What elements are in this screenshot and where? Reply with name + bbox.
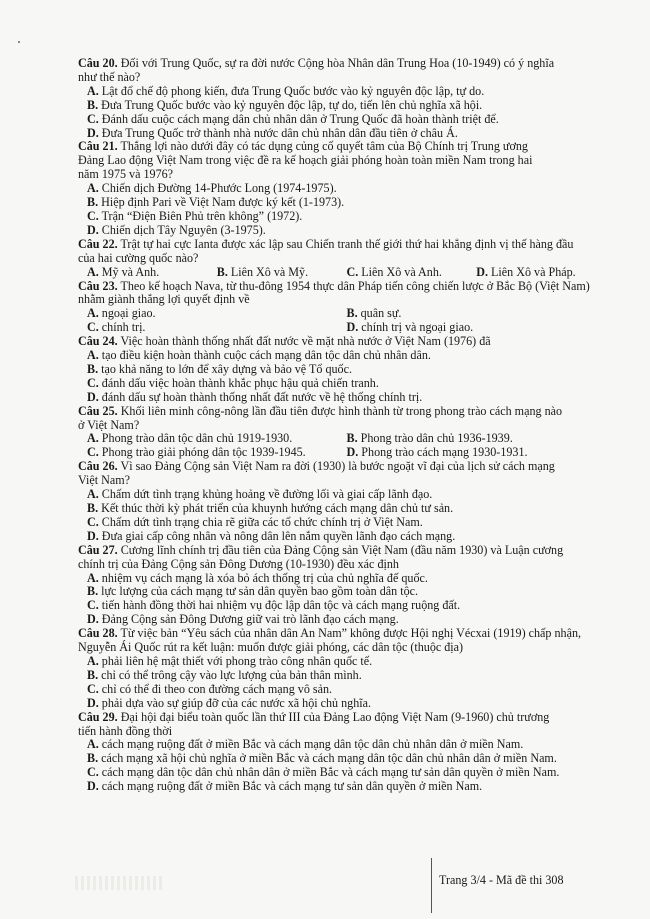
option-text: Chiến dịch Đường 14-Phước Long (1974-1975). [101, 181, 337, 196]
option-text: chỉ có thể đi theo con đường cách mạng vô sản. [101, 681, 333, 696]
option-letter: D. [346, 445, 359, 460]
question-text: Đảng Lao động Việt Nam trong việc đề ra kế hoạch giải phóng hoàn toàn miền Nam trong hai [78, 153, 533, 168]
answer-option [78, 113, 606, 127]
option-letter: B. [346, 306, 358, 321]
option-text: Đưa Trung Quốc trở thành nhà nước dân chủ nhân dân đầu tiên ở châu Á. [101, 125, 458, 140]
option-text: đánh dấu việc hoàn thành khắc phục hậu quả chiến tranh. [101, 375, 379, 390]
option-text: cách mạng ruộng đất ở miền Bắc và cách mạng tư sản dân quyền ở miền Nam. [101, 779, 483, 794]
option-text: Liên Xô và Pháp. [491, 264, 576, 279]
question-text: Trật tự hai cực Ianta được xác lập sau Chiến tranh thế giới thứ hai khẳng định vị thế hàng đầu [120, 236, 574, 251]
question-number: Câu 27. [78, 542, 118, 557]
option-letter: C. [87, 598, 99, 613]
answer-option [78, 99, 606, 113]
question-stem-line [78, 71, 606, 85]
option-letter: D. [87, 612, 99, 627]
answer-option [78, 780, 606, 794]
question-number: Câu 26. [78, 459, 118, 474]
answer-option [78, 127, 606, 141]
question-text: Việc hoàn thành thống nhất đất nước về mặt nhà nước ở Việt Nam (1976) đã [120, 334, 491, 349]
option-letter: B. [87, 667, 99, 682]
answer-option [78, 613, 606, 627]
question-text: tiến hành đồng thời [78, 723, 173, 738]
answer-option [347, 321, 607, 335]
question-number: Câu 25. [78, 403, 118, 418]
option-text: phải liên hệ mật thiết với phong trào công nhân quốc tế. [101, 653, 373, 668]
option-text: Liên Xô và Mỹ. [230, 264, 309, 279]
question-block [78, 335, 606, 405]
question-block [78, 405, 606, 461]
option-text: chính trị. [101, 320, 146, 335]
answer-option [347, 266, 477, 280]
option-text: chỉ có thể trông cậy vào lực lượng của bản thân mình. [101, 667, 362, 682]
option-letter: C. [87, 320, 99, 335]
option-letter: A. [87, 83, 99, 98]
option-text: Đưa Trung Quốc bước vào kỷ nguyên độc lập, tự do, tiến lên chủ nghĩa xã hội. [101, 97, 483, 112]
answer-option [78, 766, 606, 780]
option-letter: B. [87, 584, 99, 599]
answer-option [78, 391, 606, 405]
answer-option [78, 738, 606, 752]
question-text: Khối liên minh công-nông lần đầu tiên được hình thành từ trong phong trào cách mạng nào [120, 403, 563, 418]
option-letter: A. [87, 487, 99, 502]
question-text: Đối với Trung Quốc, sự ra đời nước Cộng hòa Nhân dân Trung Hoa (10-1949) có ý nghĩa [120, 56, 555, 70]
answer-option-row [78, 432, 606, 446]
question-stem-line [78, 474, 606, 488]
answer-option-row [78, 446, 606, 460]
option-text: chính trị và ngoại giao. [361, 320, 474, 335]
question-block [78, 460, 606, 543]
question-number: Câu 28. [78, 626, 118, 641]
answer-option [78, 599, 606, 613]
page-footer: Trang 3/4 - Mã đề thi 308 [439, 873, 564, 887]
answer-option [347, 307, 607, 321]
question-text: Theo kế hoạch Nava, từ thu-đông 1954 thực dân Pháp tiến công chiến lược ở Bắc Bộ (Việt Nam) [120, 278, 590, 293]
option-letter: C. [87, 111, 99, 126]
option-letter: C. [87, 765, 99, 780]
option-text: Lật đổ chế độ phong kiến, đưa Trung Quốc bước vào kỷ nguyên độc lập, tự do. [101, 83, 485, 98]
question-block [78, 711, 606, 794]
option-text: Phong trào cách mạng 1930-1931. [361, 445, 528, 460]
question-text: Cương lĩnh chính trị đầu tiên của Đảng Cộng sản Việt Nam (đầu năm 1930) và Luận cương [120, 542, 564, 557]
option-text: tạo điều kiện hoàn thành cuộc cách mạng dân tộc dân chủ nhân dân. [101, 348, 431, 363]
option-text: cách mạng ruộng đất ở miền Bắc và cách mạng dân tộc dân chủ nhân dân ở miền Nam. [101, 737, 524, 752]
question-stem-line [78, 238, 606, 252]
question-stem-line [78, 168, 606, 182]
option-letter: B. [346, 431, 358, 446]
option-letter: C. [87, 445, 99, 460]
option-letter: B. [216, 264, 228, 279]
option-text: Trận “Điện Biên Phủ trên không” (1972). [101, 208, 303, 223]
question-stem-line [78, 154, 606, 168]
question-stem-line [78, 711, 606, 725]
question-text: của hai cường quốc nào? [78, 250, 199, 265]
question-text: Thắng lợi nào dưới đây có tác dụng củng cố quyết tâm của Bộ Chính trị Trung ương [120, 139, 528, 154]
question-stem-line [78, 558, 606, 572]
option-letter: A. [87, 737, 99, 752]
footer-divider [431, 858, 432, 913]
option-letter: B. [87, 97, 99, 112]
question-stem-line [78, 641, 606, 655]
question-number: Câu 24. [78, 334, 118, 349]
option-text: Đảng Cộng sản Đông Dương giữ vai trò lãnh đạo cách mạng. [101, 612, 399, 627]
question-stem-line [78, 460, 606, 474]
answer-option [347, 432, 607, 446]
option-letter: D. [87, 389, 99, 404]
answer-option [78, 349, 606, 363]
question-number: Câu 29. [78, 709, 118, 724]
answer-option [78, 502, 606, 516]
scan-speck [18, 41, 20, 43]
answer-option [347, 446, 607, 460]
question-text: nhằm giành thắng lợi quyết định về [78, 292, 250, 307]
option-text: ngoại giao. [101, 306, 156, 321]
answer-option [78, 572, 606, 586]
question-stem-line [78, 293, 606, 307]
option-letter: A. [87, 431, 99, 446]
option-letter: D. [87, 125, 99, 140]
question-stem-line [78, 419, 606, 433]
question-stem-line [78, 544, 606, 558]
answer-option [78, 224, 606, 238]
option-text: cách mạng dân tộc dân chủ nhân dân ở miền Bắc và cách mạng tư sản dân quyền ở miền Nam. [101, 765, 560, 780]
option-letter: B. [87, 751, 99, 766]
option-text: Đánh dấu cuộc cách mạng dân chủ nhân dân ở Trung Quốc đã hoàn thành triệt để. [101, 111, 499, 126]
answer-option [78, 196, 606, 210]
option-letter: B. [87, 361, 99, 376]
answer-option [78, 752, 606, 766]
answer-option [87, 446, 347, 460]
question-text: chính trị của Đảng Cộng sản Đông Dương (10-1930) đều xác định [78, 556, 399, 571]
question-block [78, 140, 606, 237]
option-letter: B. [87, 501, 99, 515]
option-text: tiến hành đồng thời hai nhiệm vụ độc lập dân tộc và cách mạng ruộng đất. [101, 598, 461, 613]
answer-option-row [78, 321, 606, 335]
answer-option [78, 363, 606, 377]
option-letter: A. [87, 653, 99, 668]
question-text: Đại hội đại biểu toàn quốc lần thứ III của Đảng Lao động Việt Nam (9-1960) chủ trương [120, 709, 550, 724]
option-letter: B. [87, 195, 99, 210]
option-text: Đưa giai cấp công nhân và nông dân lên nắm quyền lãnh đạo cách mạng. [101, 528, 456, 543]
option-letter: A. [87, 181, 99, 196]
question-number: Câu 20. [78, 56, 118, 70]
question-text: ở Việt Nam? [78, 417, 140, 432]
option-letter: C. [87, 514, 99, 529]
option-letter: D. [87, 695, 99, 710]
question-stem-line [78, 405, 606, 419]
option-text: cách mạng xã hội chủ nghĩa ở miền Bắc và cách mạng dân tộc dân chủ nhân dân ở miền Nam. [101, 751, 557, 766]
option-letter: A. [87, 570, 99, 585]
answer-option [87, 432, 347, 446]
option-letter: C. [87, 375, 99, 390]
question-block [78, 544, 606, 627]
answer-option [87, 266, 217, 280]
option-text: Mỹ và Anh. [101, 264, 160, 279]
question-stem-line [78, 280, 606, 294]
answer-option [78, 585, 606, 599]
option-letter: C. [346, 264, 359, 279]
question-block [78, 627, 606, 710]
question-text: năm 1975 và 1976? [78, 167, 174, 182]
option-text: quân sự. [360, 306, 402, 321]
answer-option [78, 377, 606, 391]
answer-option [78, 655, 606, 669]
question-block [78, 57, 606, 140]
question-stem-line [78, 57, 606, 71]
question-stem-line [78, 627, 606, 641]
question-stem-line [78, 140, 606, 154]
question-number: Câu 22. [78, 236, 118, 251]
question-block [78, 238, 606, 280]
question-block [78, 280, 606, 336]
question-text: Vì sao Đảng Cộng sản Việt Nam ra đời (1930) là bước ngoặt vĩ đại của lịch sử cách mạng [120, 459, 555, 474]
faded-handwriting [75, 876, 165, 890]
option-letter: D. [476, 264, 489, 279]
answer-option [476, 266, 606, 280]
option-text: Chấm dứt tình trạng khủng hoảng về đường lối và giai cấp lãnh đạo. [101, 487, 433, 502]
question-text: như thế nào? [78, 69, 141, 84]
answer-option-row [78, 266, 606, 280]
option-letter: D. [87, 222, 99, 237]
answer-option [78, 182, 606, 196]
answer-option [78, 530, 606, 544]
option-letter: C. [87, 208, 99, 223]
answer-option [78, 697, 606, 711]
option-text: đánh dấu sự hoàn thành thống nhất đất nước về hệ thống chính trị. [101, 389, 423, 404]
option-text: Liên Xô và Anh. [361, 264, 442, 279]
option-text: Phong trào dân chủ 1936-1939. [360, 431, 513, 446]
answer-option [78, 85, 606, 99]
question-number: Câu 21. [78, 139, 118, 154]
question-text: Từ việc bản “Yêu sách của nhân dân An Nam” không được Hội nghị Vécxai (1919) chấp nhận, [120, 626, 582, 641]
option-letter: D. [87, 528, 99, 543]
answer-option-row [78, 307, 606, 321]
answer-option [78, 516, 606, 530]
question-text: Việt Nam? [78, 473, 130, 488]
option-text: lực lượng của cách mạng tư sản dân quyền bao gồm toàn dân tộc. [101, 584, 419, 599]
question-text: Nguyễn Ái Quốc rút ra kết luận: muốn được giải phóng, các dân tộc (thuộc địa) [78, 640, 464, 655]
question-number: Câu 23. [78, 278, 118, 293]
option-text: tạo khả năng to lớn để xây dựng và bảo vệ Tổ quốc. [101, 361, 352, 376]
option-text: Chiến dịch Tây Nguyên (3-1975). [101, 222, 266, 237]
option-letter: D. [346, 320, 359, 335]
option-text: Chấm dứt tình trạng chia rẽ giữa các tổ chức chính trị ở Việt Nam. [101, 514, 423, 529]
option-letter: A. [87, 306, 99, 321]
answer-option [78, 669, 606, 683]
answer-option [78, 210, 606, 224]
answer-option [217, 266, 347, 280]
option-text: Phong trào giải phóng dân tộc 1939-1945. [101, 445, 306, 460]
option-text: phải dựa vào sự giúp đỡ của các nước xã hội chủ nghĩa. [101, 695, 372, 710]
answer-option [78, 683, 606, 697]
answer-option [87, 321, 347, 335]
option-text: Hiệp định Pari về Việt Nam được ký kết (1-1973). [101, 195, 345, 210]
option-letter: C. [87, 681, 99, 696]
question-stem-line [78, 335, 606, 349]
question-stem-line [78, 725, 606, 739]
answer-option [87, 307, 347, 321]
answer-option [78, 488, 606, 502]
option-text: Kết thúc thời kỳ phát triển của khuynh hướng cách mạng dân chủ tư sản. [101, 501, 454, 515]
option-letter: A. [87, 348, 99, 363]
question-list [78, 57, 606, 794]
option-letter: D. [87, 779, 99, 794]
option-text: Phong trào dân tộc dân chủ 1919-1930. [101, 431, 293, 446]
question-stem-line [78, 252, 606, 266]
option-letter: A. [87, 264, 99, 279]
option-text: nhiệm vụ cách mạng là xóa bỏ ách thống trị của chủ nghĩa đế quốc. [101, 570, 428, 585]
